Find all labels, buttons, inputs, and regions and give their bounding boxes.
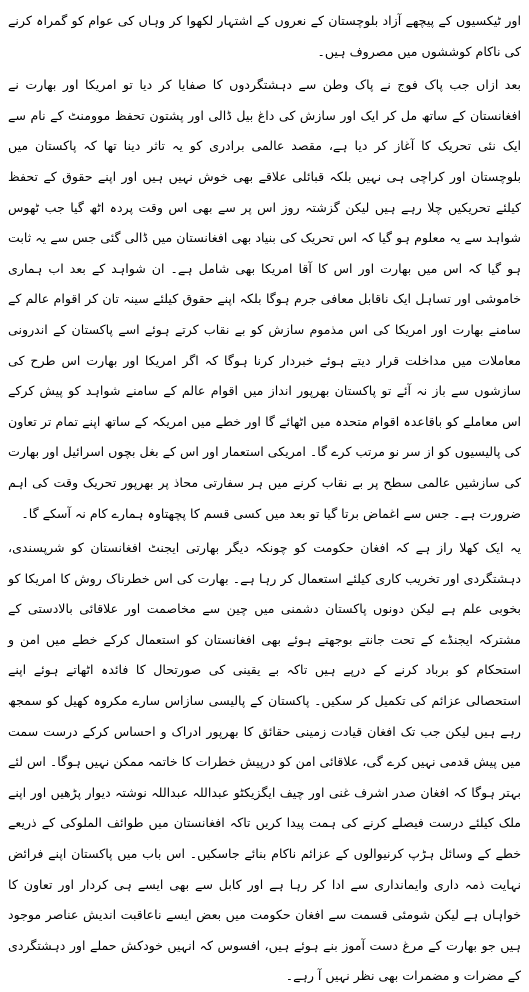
- paragraph-1: اور ٹیکسیوں کے پیچھے آزاد بلوچستان کے نعروں کے اشتہار لکھوا کر وہاں کی عوام کو گمراہ کرنے کی ناکام کوششوں میں مصروف ہیں۔: [8, 13, 521, 59]
- paragraph-2: بعد ازاں جب پاک فوج نے پاک وطن سے دہشتگردوں کا صفایا کر دیا تو امریکا اور بھارت نے افغانستان کے ساتھ مل کر ایک اور سازش کی داغ بیل ڈالی اور پشتون تحفظ موومنٹ کے نام سے ایک نئی تحریک کا آغاز کر دیا ہے، مقصد عالمی برادری کو یہ تاثر دینا تھا کہ پاکستان میں بلوچستان اور کراچی ہی نہیں بلکہ قبائلی علاقے بھی خوش نہیں ہیں اور اپنے حقوق کے تحفظ کیلئے تحریکیں چلا رہے ہیں لیکن گزشتہ روز اس پر سے بھی اس وقت پردہ اٹھ گیا جب ٹھوس شواہد سے یہ معلوم ہو گیا کہ اس تحریک کی بنیاد بھی افغانستان میں ڈالی گئی جس سے یہ ثابت ہو گیا کہ اس میں بھارت اور اس کا آقا امریکا بھی شامل ہے۔ ان شواہد کے بعد اب ہماری خاموشی اور تساہل ایک ناقابل معافی جرم ہوگا بلکہ اپنے حقوق کیلئے سینہ تان کر اقوام عالم کے سامنے بھارت اور امریکا کی اس مذموم سازش کو بے نقاب کرتے ہوئے اسے پاکستان کے اندرونی معاملات میں مداخلت قرار دیتے ہوئے خبردار کرنا ہوگا کہ اگر امریکا اور بھارت اس طرح کی سازشوں سے باز نہ آئے تو پاکستان بھرپور انداز میں اقوام عالم کے سامنے شواہد کو پیش کرکے اس معاملے کو باقاعدہ اقوام متحدہ میں اٹھائے گا اور خطے میں امریکہ کے ساتھ اپنے تمام تر تعاون کی پالیسیوں کو از سر نو مرتب کرے گا۔ امریکی استعمار اور اس کے بغل بچوں اسرائیل اور بھارت کی سازشیں عالمی سطح پر بے نقاب کرنے میں ہر سفارتی محاذ پر بھرپور تحریک وقت کی اہم ضرورت ہے۔ جس سے اغماض برتا گیا تو بعد میں کسی قسم کا پچھتاوہ ہمارے کام نہ آسکے گا۔: [8, 77, 521, 521]
- paragraph-3: یہ ایک کھلا راز ہے کہ افغان حکومت کو چونکہ دیگر بھارتی ایجنٹ افغانستان کو شرپسندی، دہشتگردی اور تخریب کاری کیلئے استعمال کر رہا ہے۔ بھارت کی اس خطرناک روش کا امریکا کو بخوبی علم ہے لیکن دونوں پاکستان دشمنی میں چین سے مخاصمت اور علاقائی بالادستی کے مشترکہ ایجنڈے کے تحت جانتے بوجھتے ہوئے بھی افغانستان کو استعمال کرکے خطے میں امن و استحکام کو برباد کرنے کے درپے ہیں تاکہ بے یقینی کی صورتحال کا فائدہ اٹھاتے ہوئے اپنے استحصالی عزائم کی تکمیل کر سکیں۔ پاکستان کے پالیسی سازاس سارے مکروہ کھیل کو سمجھ رہے ہیں لیکن جب تک افغان قیادت زمینی حقائق کا بھرپور ادراک و احساس کرکے درست سمت میں پیش قدمی نہیں کرے گی، علاقائی امن کو درپیش خطرات کا خاتمہ ممکن نہیں ہوگا۔ اس لئے بہتر ہوگا کہ افغان صدر اشرف غنی اور چیف ایگزیکٹو عبداللہ عبداللہ نوشتہ دیوار پڑھیں اور اپنے ملک کیلئے درست فیصلے کرنے کی ہمت پیدا کریں تاکہ افغانستان میں طوائف الملوکی کے ذریعے خطے کے وسائل ہڑپ کرنیوالوں کے عزائم ناکام بنائے جاسکیں۔ اس باب میں پاکستان اپنے فرائض نہایت ذمہ داری وایمانداری سے ادا کر رہا ہے اور کابل سے بھی ایسے ہی کردار اور تعاون کا خواہاں ہے لیکن شومئی قسمت سے افغان حکومت میں بعض ایسے ناعاقبت اندیش عناصر موجود ہیں جو بھارت کے مرغ دست آموز بنے ہوئے ہیں، افسوس کہ انہیں خودکش حملے اور دہشتگردی کے مضرات و مضمرات بھی نظر نہیں آ رہے۔: [8, 540, 521, 984]
